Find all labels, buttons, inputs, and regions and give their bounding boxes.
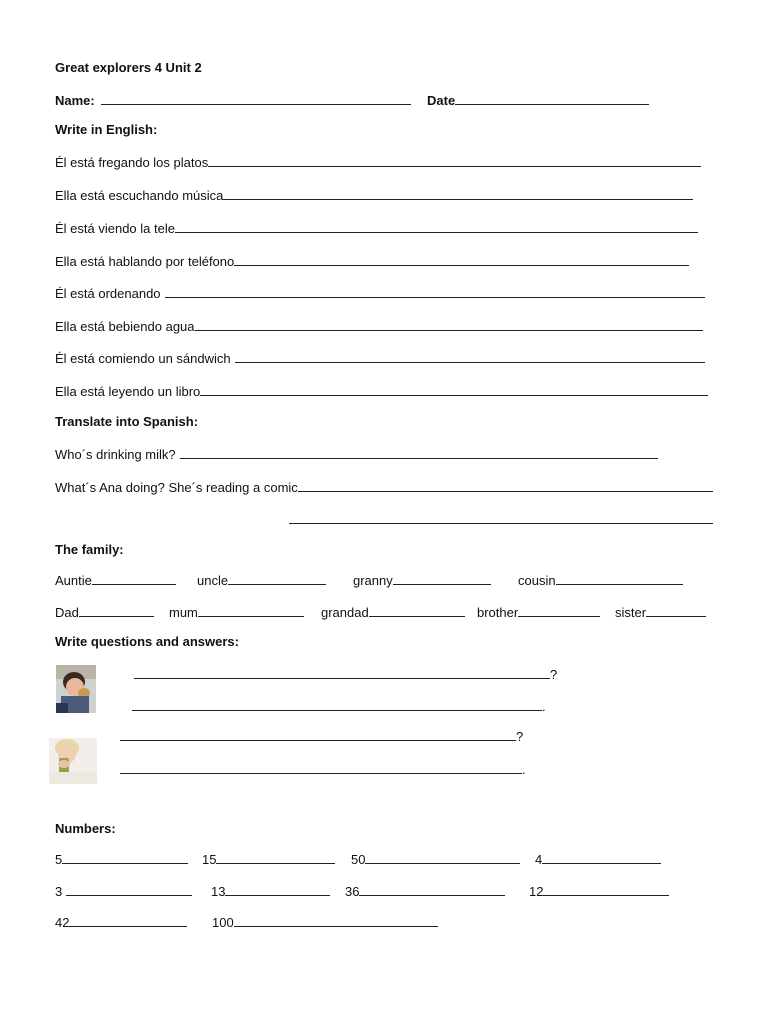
period: . [522, 762, 526, 777]
answer-blank[interactable] [132, 698, 542, 711]
answer-blank[interactable] [518, 604, 600, 617]
number-item [55, 851, 188, 868]
answer-blank[interactable] [393, 572, 491, 585]
family-word-text: Dad [55, 605, 79, 620]
family-word-text: granny [353, 573, 393, 588]
english-item-text: Él está fregando los platos [55, 155, 209, 170]
english-item-text: Él está ordenando [55, 286, 161, 301]
answer-blank[interactable] [298, 479, 713, 492]
answer-line-2 [120, 761, 526, 778]
answer-blank[interactable] [235, 350, 705, 363]
family-word-text: mum [169, 605, 198, 620]
family-word [477, 604, 600, 621]
number-item [212, 914, 438, 931]
answer-blank[interactable] [646, 604, 706, 617]
number-text: 36 [345, 884, 360, 899]
answer-blank[interactable] [180, 446, 658, 459]
name-label: Name: [55, 93, 95, 108]
spanish-item-text: What´s Ana doing? She´s reading a comic [55, 480, 298, 495]
answer-blank[interactable] [175, 220, 698, 233]
english-item-text: Él está viendo la tele [55, 221, 175, 236]
family-word [197, 572, 326, 589]
english-item [55, 154, 701, 171]
spanish-item [55, 446, 658, 463]
number-item [55, 914, 187, 931]
english-item [55, 318, 703, 335]
answer-blank[interactable] [223, 187, 693, 200]
number-text: 12 [529, 884, 544, 899]
spanish-item-text: Who´s drinking milk? [55, 447, 176, 462]
english-item-text: Ella está escuchando música [55, 188, 224, 203]
family-word [55, 572, 176, 589]
family-word-text: cousin [518, 573, 556, 588]
family-word [353, 572, 491, 589]
answer-blank[interactable] [134, 666, 550, 679]
spanish-item [55, 479, 713, 496]
answer-blank[interactable] [216, 851, 335, 864]
answer-blank[interactable] [365, 851, 520, 864]
number-item [529, 883, 669, 900]
answer-blank[interactable] [234, 253, 689, 266]
answer-blank[interactable] [62, 851, 188, 864]
question-line-2 [120, 728, 523, 745]
number-text: 4 [535, 852, 543, 867]
english-item-text: Ella está hablando por teléfono [55, 254, 235, 269]
family-word-text: Auntie [55, 573, 92, 588]
answer-blank[interactable] [200, 383, 708, 396]
family-word [321, 604, 465, 621]
english-heading: Write in English: [55, 122, 158, 137]
qa-heading: Write questions and answers: [55, 634, 239, 649]
english-item [55, 350, 705, 367]
answer-blank[interactable] [234, 914, 438, 927]
family-word [615, 604, 706, 621]
number-text: 100 [212, 915, 234, 930]
date-label: Date [427, 93, 456, 108]
answer-blank[interactable] [195, 318, 703, 331]
question-line-1 [134, 666, 557, 683]
name-blank[interactable] [101, 92, 411, 105]
english-item [55, 285, 705, 302]
answer-blank[interactable] [69, 914, 187, 927]
child-eating-photo [56, 665, 96, 713]
girl-drinking-photo [49, 738, 97, 784]
answer-blank[interactable] [369, 604, 465, 617]
date-row [427, 92, 649, 109]
answer-blank[interactable] [208, 154, 701, 167]
worksheet-title: Great explorers 4 Unit 2 [55, 60, 202, 75]
number-item [535, 851, 661, 868]
answer-line-1 [132, 698, 546, 715]
question-mark: ? [516, 729, 524, 744]
english-item [55, 187, 693, 204]
number-item [55, 883, 192, 900]
family-word-text: brother [477, 605, 519, 620]
number-item [351, 851, 520, 868]
number-text: 3 [55, 884, 63, 899]
family-word-text: sister [615, 605, 647, 620]
family-word [169, 604, 304, 621]
answer-blank[interactable] [542, 851, 661, 864]
number-item [345, 883, 505, 900]
question-mark: ? [550, 667, 558, 682]
family-word-text: uncle [197, 573, 229, 588]
answer-blank[interactable] [225, 883, 330, 896]
answer-blank[interactable] [66, 883, 192, 896]
period: . [542, 699, 546, 714]
english-item [55, 253, 689, 270]
answer-blank[interactable] [198, 604, 304, 617]
numbers-heading: Numbers: [55, 821, 116, 836]
number-item [202, 851, 335, 868]
answer-blank[interactable] [120, 761, 522, 774]
spanish-item-continuation [289, 511, 713, 528]
family-heading: The family: [55, 542, 124, 557]
number-text: 50 [351, 852, 366, 867]
number-item [211, 883, 330, 900]
english-item-text: Él está comiendo un sándwich [55, 351, 231, 366]
number-text: 42 [55, 915, 70, 930]
name-row [55, 92, 411, 109]
english-item [55, 220, 698, 237]
english-item-text: Ella está leyendo un libro [55, 384, 201, 399]
family-word [518, 572, 683, 589]
answer-blank[interactable] [165, 285, 705, 298]
spanish-heading: Translate into Spanish: [55, 414, 199, 429]
answer-blank[interactable] [92, 572, 176, 585]
answer-blank[interactable] [289, 511, 713, 524]
number-text: 15 [202, 852, 217, 867]
answer-blank[interactable] [556, 572, 683, 585]
answer-blank[interactable] [359, 883, 505, 896]
answer-blank[interactable] [543, 883, 669, 896]
number-text: 13 [211, 884, 226, 899]
answer-blank[interactable] [120, 728, 516, 741]
english-item [55, 383, 708, 400]
number-text: 5 [55, 852, 63, 867]
date-blank[interactable] [455, 92, 649, 105]
answer-blank[interactable] [79, 604, 154, 617]
answer-blank[interactable] [228, 572, 326, 585]
english-item-text: Ella está bebiendo agua [55, 319, 195, 334]
family-word-text: grandad [321, 605, 369, 620]
family-word [55, 604, 154, 621]
